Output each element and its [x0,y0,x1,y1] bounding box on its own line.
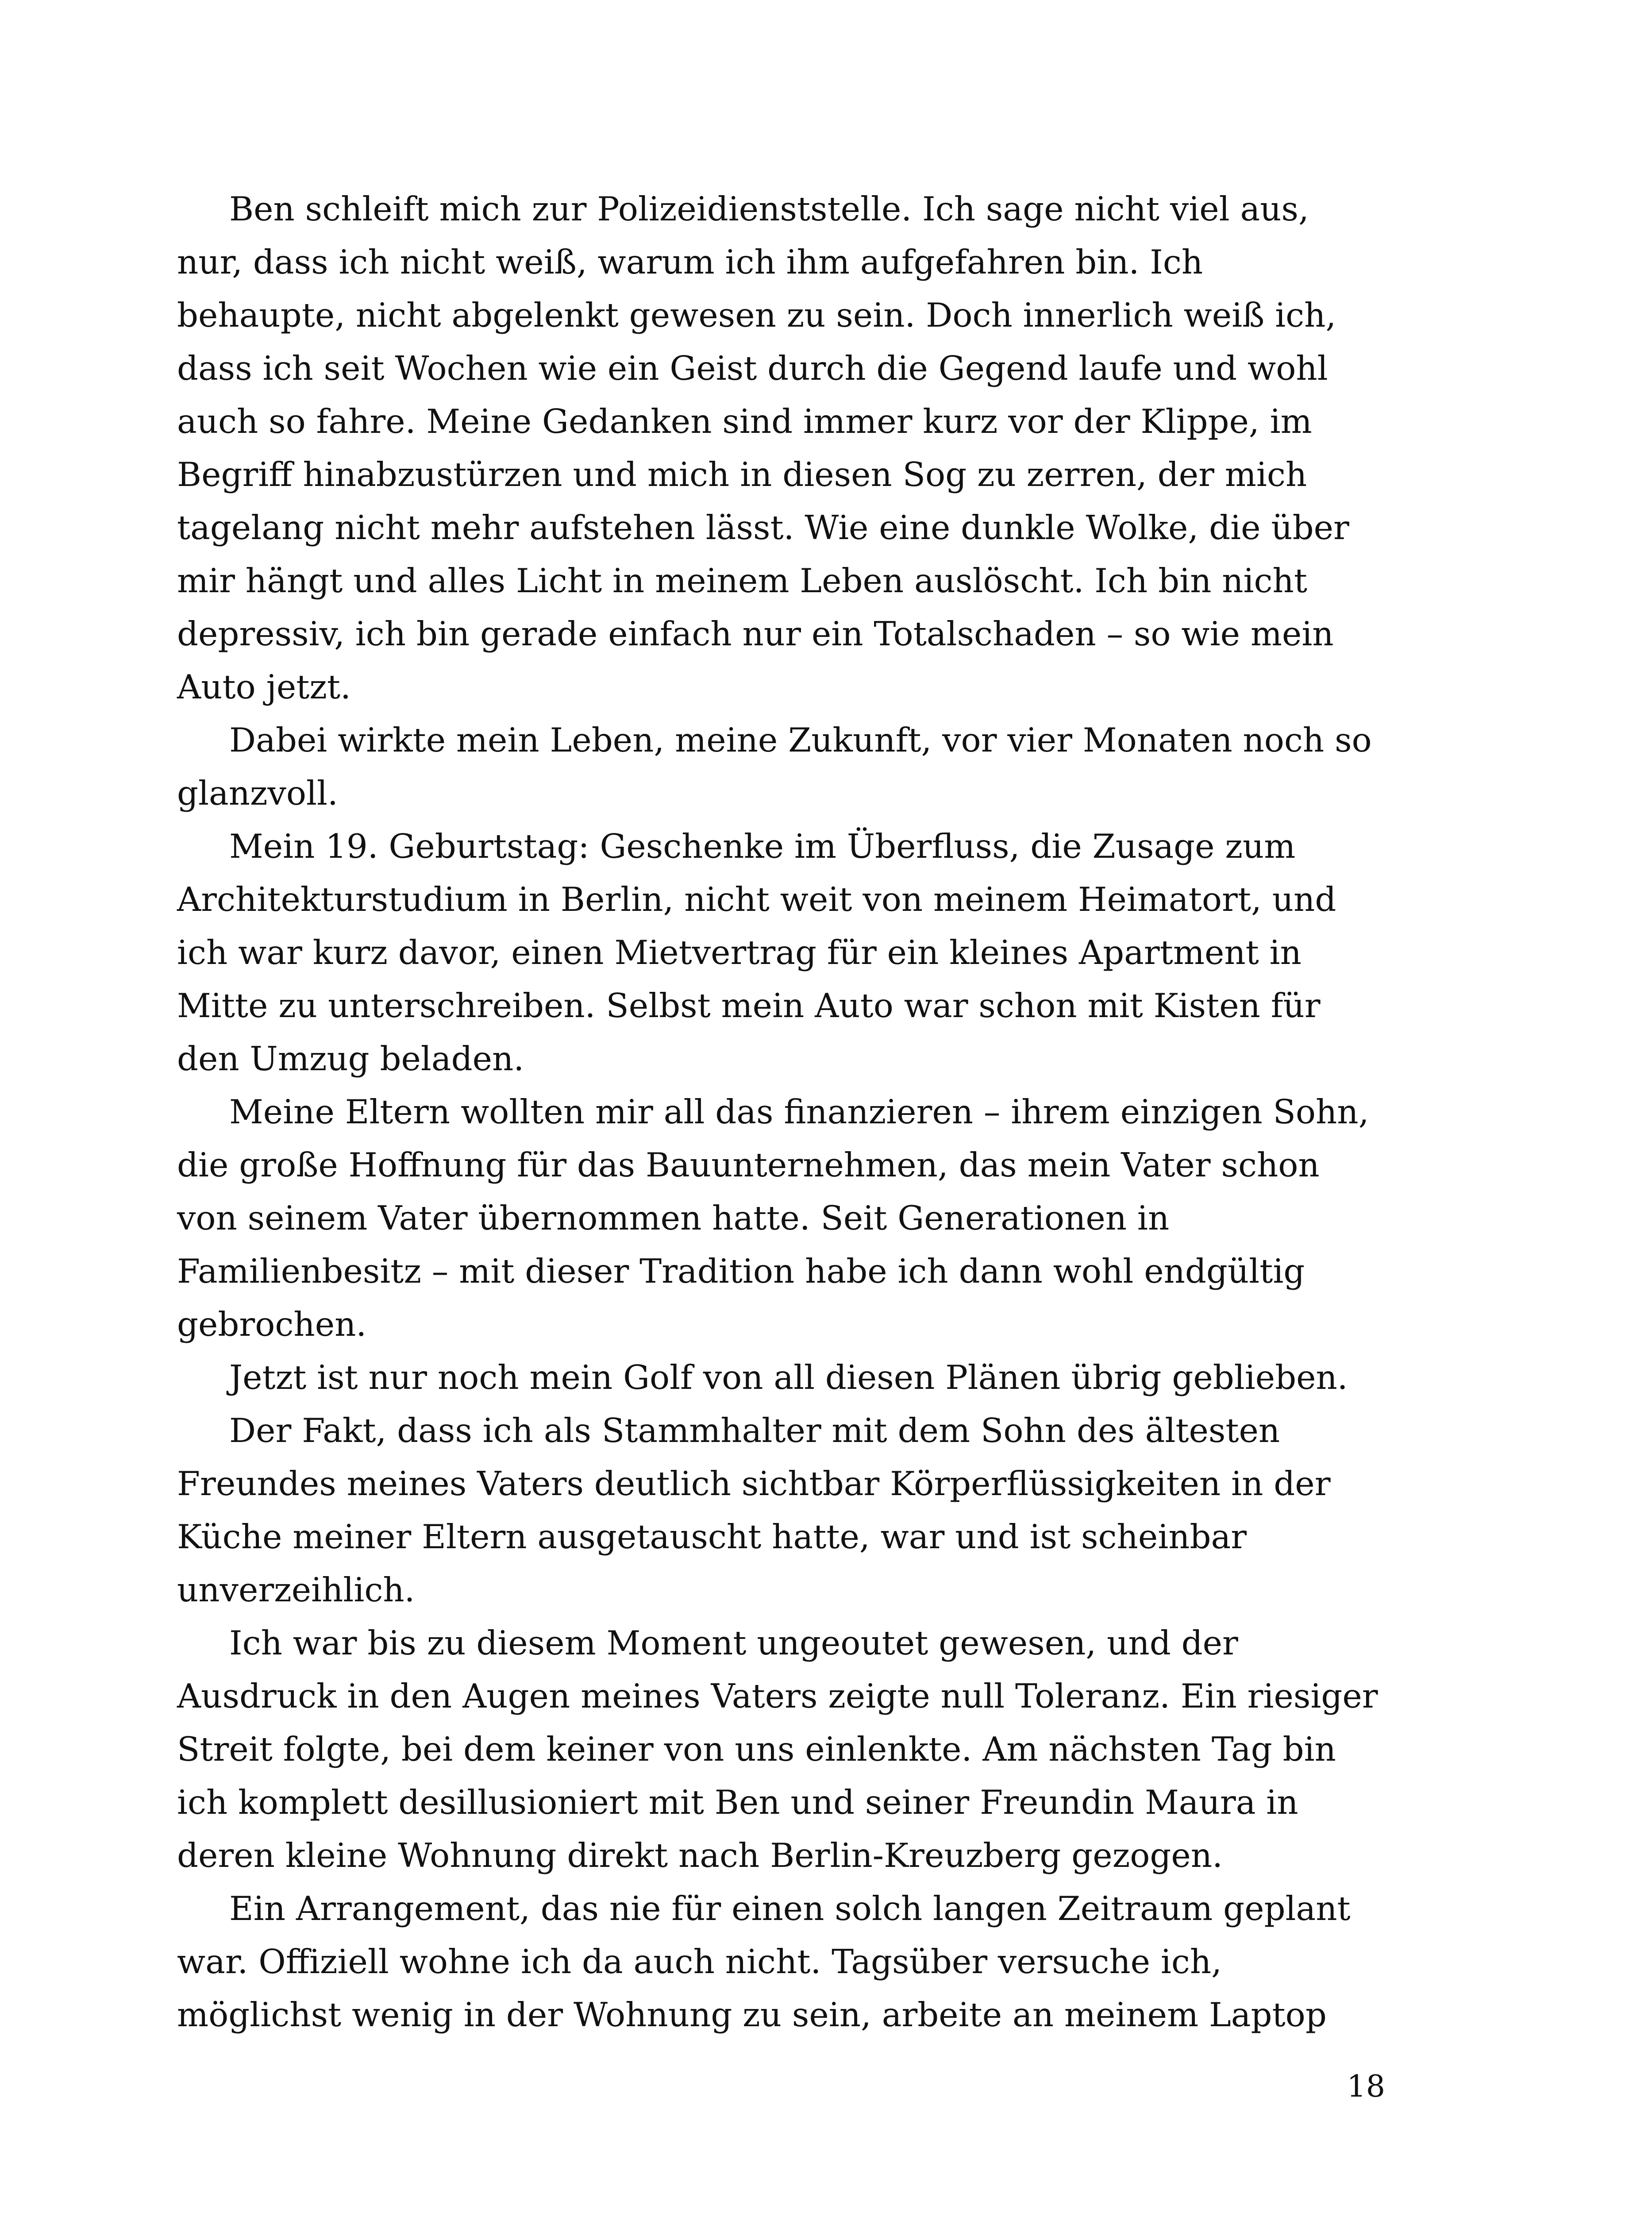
paragraph: Dabei wirkte mein Leben, meine Zukunft, vor vier Monaten noch so glanzvoll. [177,721,1372,813]
paragraph: Jetzt ist nur noch mein Golf von all diesen Plänen übrig geblieben. [229,1358,1348,1397]
paragraph: Mein 19. Geburtstag: Geschenke im Überfluss, die Zusage zum Architekturstudium in Berlin, nicht weit von meinem Heimatort, und ich war kurz davor, einen Mietvertrag für ein kleines Apartment in Mitte zu unterschreiben. Selbst mein Auto war schon mit Kisten für den Umzug beladen. [177,827,1336,1078]
paragraph: Ben schleift mich zur Polizeidienststelle. Ich sage nicht viel aus, nur, dass ich nicht weiß, warum ich ihm aufgefahren bin. Ich behaupte, nicht abgelenkt gewesen zu sein. Doch innerlich weiß ich, dass ich seit Wochen wie ein Geist durch die Gegend laufe und wohl auch so fahre. Meine Gedanken sind immer kurz vor der Klippe, im Begriff hinabzustürzen und mich in diesen Sog zu zerren, der mich tagelang nicht mehr aufstehen lässt. Wie eine dunkle Wolke, die über mir hängt und alles Licht in meinem Leben auslöscht. Ich bin nicht depressiv, ich bin gerade einfach nur ein Totalschaden – so wie mein Auto jetzt. [177,189,1349,706]
body-text [177,182,1381,2041]
paragraph: Ein Arrangement, das nie für einen solch langen Zeitraum geplant war. Offiziell wohne ich da auch nicht. Tagsüber versuche ich, möglichst wenig in der Wohnung zu sein, arbeite an meinem Laptop [177,1889,1351,2034]
paragraph: Der Fakt, dass ich als Stammhalter mit dem Sohn des ältesten Freundes meines Vaters deutlich sichtbar Körperflüssigkeiten in der Küche meiner Eltern ausgetauscht hatte, war und ist scheinbar unverzeihlich. [177,1411,1331,1609]
paragraph: Meine Eltern wollten mir all das finanzieren – ihrem einzigen Sohn, die große Hoffnung für das Bauunternehmen, das mein Vater schon von seinem Vater übernommen hatte. Seit Generationen in Familienbesitz – mit dieser Tradition habe ich dann wohl endgültig gebrochen. [177,1092,1369,1344]
page-number: 18 [1347,2069,1385,2104]
paragraph: Ich war bis zu diesem Moment ungeoutet gewesen, und der Ausdruck in den Augen meines Vaters zeigte null Toleranz. Ein riesiger Streit folgte, bei dem keiner von uns einlenkte. Am nächsten Tag bin ich komplett desillusioniert mit Ben und seiner Freundin Maura in deren kleine Wohnung direkt nach Berlin-Kreuzberg gezogen. [177,1623,1378,1875]
